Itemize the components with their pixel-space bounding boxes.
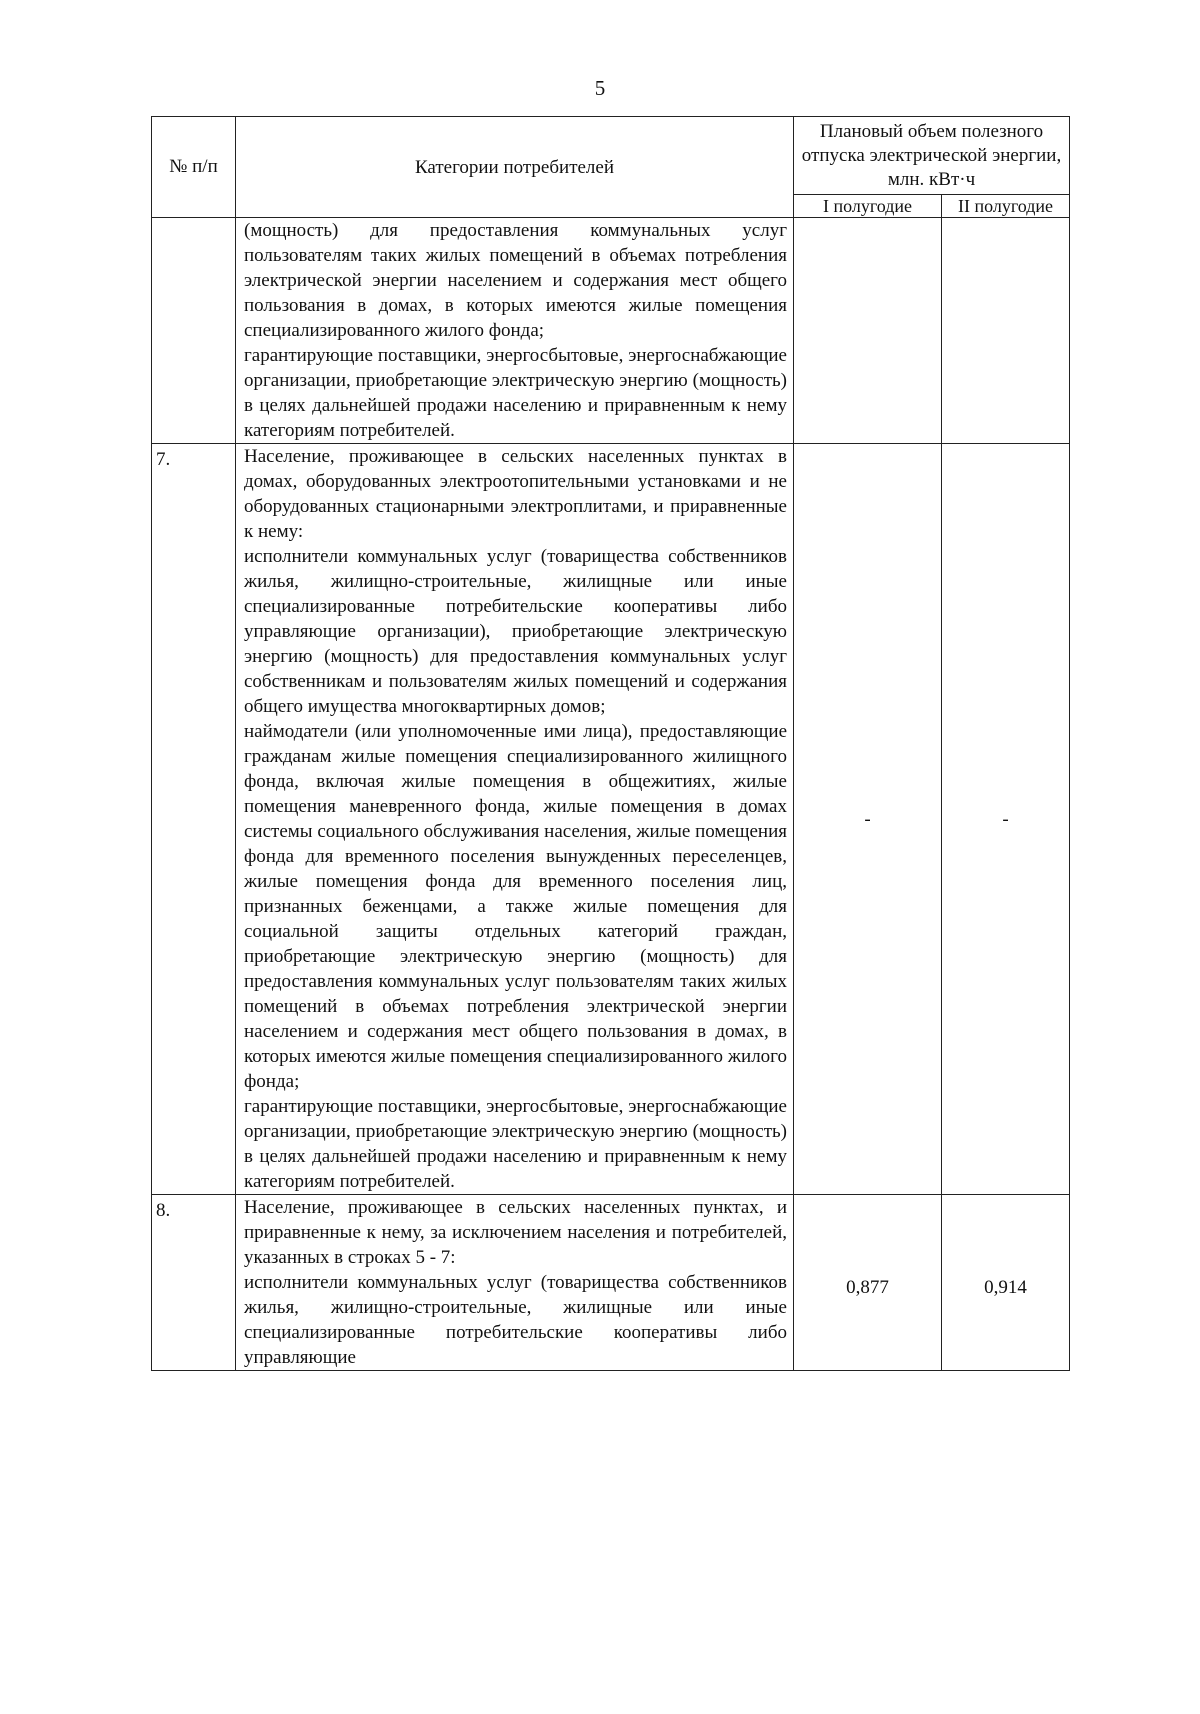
row-half2-value: - xyxy=(942,444,1070,1195)
table-row xyxy=(152,218,1070,444)
row-half1-value: - xyxy=(794,444,942,1195)
category-paragraph: Население, проживающее в сельских населенных пунктах в домах, оборудованных электроотопительными установками и не оборудованных стационарными электроплитами, и приравненные к нему: xyxy=(244,446,787,542)
category-paragraph: исполнители коммунальных услуг (товарищества собственников жилья, жилищно-строительные, жилищные или иные специализированные потребительские кооперативы либо управляющие организации), приобретающие электрическую энергию (мощность) для предоставления коммунальных услуг собственникам и пользователям жилых помещений и содержания общего имущества многоквартирных домов; xyxy=(244,546,787,717)
row-category xyxy=(236,218,794,444)
row-half2-value: 0,914 xyxy=(942,1195,1070,1371)
category-paragraph: исполнители коммунальных услуг (товарищества собственников жилья, жилищно-строительные, жилищные или иные специализированные потребительские кооперативы либо управляющие xyxy=(244,1272,787,1368)
row-number: 8. xyxy=(152,1195,236,1371)
header-volume: Плановый объем полезного отпуска электрической энергии, млн. кВт·ч xyxy=(794,117,1070,195)
row-half1-value: 0,877 xyxy=(794,1195,942,1371)
category-paragraph: Население, проживающее в сельских населенных пунктах, и приравненные к нему, за исключением населения и потребителей, указанных в строках 5 - 7: xyxy=(244,1197,787,1268)
row-number xyxy=(152,218,236,444)
category-paragraph: гарантирующие поставщики, энергосбытовые, энергоснабжающие организации, приобретающие электрическую энергию (мощность) в целях дальнейшей продажи населению и приравненным к нему категориям потребителей. xyxy=(244,345,787,441)
header-category: Категории потребителей xyxy=(236,117,794,218)
row-category xyxy=(236,1195,794,1371)
category-paragraph: наймодатели (или уполномоченные ими лица), предоставляющие гражданам жилые помещения специализированного жилищного фонда, включая жилые помещения в общежитиях, жилые помещения маневренного фонда, жилые помещения в домах системы социального обслуживания населения, жилые помещения фонда для временного поселения вынужденных переселенцев, жилые помещения фонда для временного поселения лиц, признанных беженцами, а также жилые помещения для социальной защиты отдельных категорий граждан, приобретающие электрическую энергию (мощность) для предоставления коммунальных услуг пользователям таких жилых помещений в объемах потребления электрической энергии населением и содержания мест общего пользования в домах, в которых имеются жилые помещения специализированного жилого фонда; xyxy=(244,721,787,1092)
row-half1-value xyxy=(794,218,942,444)
row-category xyxy=(236,444,794,1195)
category-paragraph: гарантирующие поставщики, энергосбытовые, энергоснабжающие организации, приобретающие электрическую энергию (мощность) в целях дальнейшей продажи населению и приравненным к нему категориям потребителей. xyxy=(244,1096,787,1192)
header-number: № п/п xyxy=(152,117,236,218)
page-number: 5 xyxy=(594,76,606,100)
table-row xyxy=(152,444,1070,1195)
row-half2-value xyxy=(942,218,1070,444)
consumption-table xyxy=(151,116,1070,1371)
category-paragraph: (мощность) для предоставления коммунальных услуг пользователям таких жилых помещений в объемах потребления электрической энергии населением и содержания мест общего пользования в домах, в которых имеются жилые помещения специализированного жилого фонда; xyxy=(244,220,787,341)
header-half1: I полугодие xyxy=(794,195,942,218)
row-number: 7. xyxy=(152,444,236,1195)
header-half2: II полугодие xyxy=(942,195,1070,218)
table-row xyxy=(152,1195,1070,1371)
